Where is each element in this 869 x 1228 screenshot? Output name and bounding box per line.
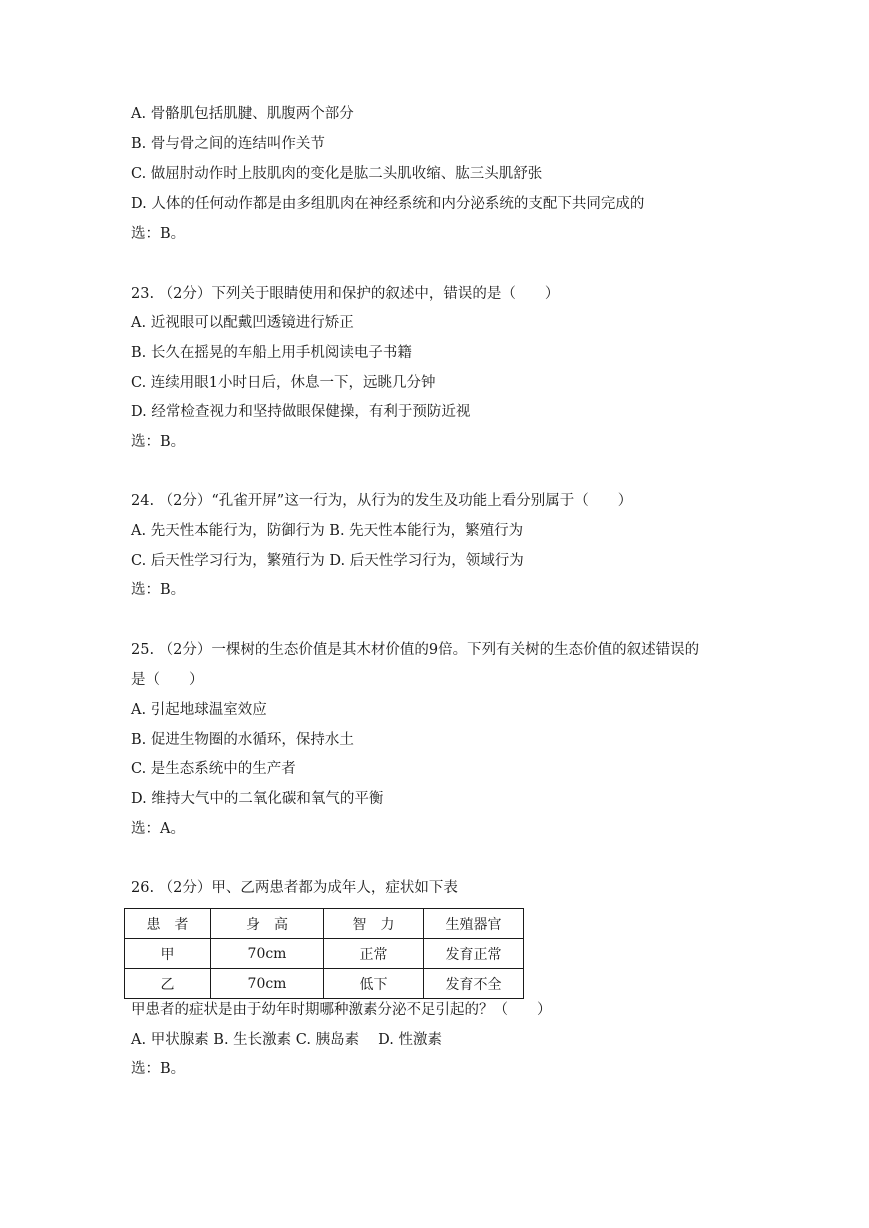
q22-option-a: A. 骨骼肌包括肌腱、肌腹两个部分 (131, 106, 354, 122)
table-cell: 乙 (125, 969, 211, 999)
table-cell: 70cm (211, 969, 324, 999)
q23-option-a: A. 近视眼可以配戴凹透镜进行矫正 (131, 315, 354, 331)
table-header-cell: 患 者 (125, 909, 211, 939)
q22-option-c: C. 做屈肘动作时上肢肌肉的变化是肱二头肌收缩、肱三头肌舒张 (131, 166, 543, 182)
q24-stem: 24. （2分）“孔雀开屏”这一行为，从行为的发生及功能上看分别属于（ ） (131, 493, 633, 509)
q25-stem-line2: 是（ ） (131, 672, 204, 688)
table-row (125, 969, 524, 999)
q25-option-d: D. 维持大气中的二氧化碳和氧气的平衡 (131, 791, 384, 807)
symptoms-table (124, 908, 524, 999)
q23-option-b: B. 长久在摇晃的车船上用手机阅读电子书籍 (131, 345, 412, 361)
q24-answer: 选：B。 (131, 582, 186, 598)
table-cell: 正常 (324, 939, 424, 969)
table-header-row (125, 909, 524, 939)
table-row (125, 939, 524, 969)
q25-answer: 选：A。 (131, 821, 185, 837)
q23-option-c: C. 连续用眼1小时日后，休息一下，远眺几分钟 (131, 375, 436, 391)
q25-option-a: A. 引起地球温室效应 (131, 702, 267, 718)
q24-options-cd: C. 后天性学习行为，繁殖行为 D. 后天性学习行为，领域行为 (131, 553, 524, 569)
q23-stem: 23. （2分）下列关于眼睛使用和保护的叙述中，错误的是（ ） (131, 286, 560, 302)
q24-options-ab: A. 先天性本能行为，防御行为 B. 先天性本能行为，繁殖行为 (131, 523, 524, 539)
q23-option-d: D. 经常检查视力和坚持做眼保健操，有利于预防近视 (131, 404, 471, 420)
table-cell: 70cm (211, 939, 324, 969)
q22-option-d: D. 人体的任何动作都是由多组肌肉在神经系统和内分泌系统的支配下共同完成的 (131, 196, 645, 212)
table-cell: 发育不全 (424, 969, 524, 999)
q22-answer: 选：B。 (131, 226, 186, 242)
q26-options: A. 甲状腺素 B. 生长激素 C. 胰岛素 D. 性激素 (131, 1032, 443, 1048)
q22-option-b: B. 骨与骨之间的连结叫作关节 (131, 136, 325, 152)
q23-answer: 选：B。 (131, 434, 186, 450)
q25-option-c: C. 是生态系统中的生产者 (131, 761, 296, 777)
table-cell: 甲 (125, 939, 211, 969)
q25-stem-line1: 25. （2分）一棵树的生态价值是其木材价值的9倍。下列有关树的生态价值的叙述错误的 (131, 642, 700, 658)
table-header-cell: 身 高 (211, 909, 324, 939)
table-header-cell: 生殖器官 (424, 909, 524, 939)
table-cell: 发育正常 (424, 939, 524, 969)
q26-stem: 26. （2分）甲、乙两患者都为成年人，症状如下表 (131, 880, 458, 896)
q26-answer: 选：B。 (131, 1061, 186, 1077)
q26-question: 甲患者的症状是由于幼年时期哪种激素分泌不足引起的？（ ） (131, 1002, 552, 1018)
q25-option-b: B. 促进生物圈的水循环，保持水土 (131, 732, 354, 748)
table-header-cell: 智 力 (324, 909, 424, 939)
table-cell: 低下 (324, 969, 424, 999)
